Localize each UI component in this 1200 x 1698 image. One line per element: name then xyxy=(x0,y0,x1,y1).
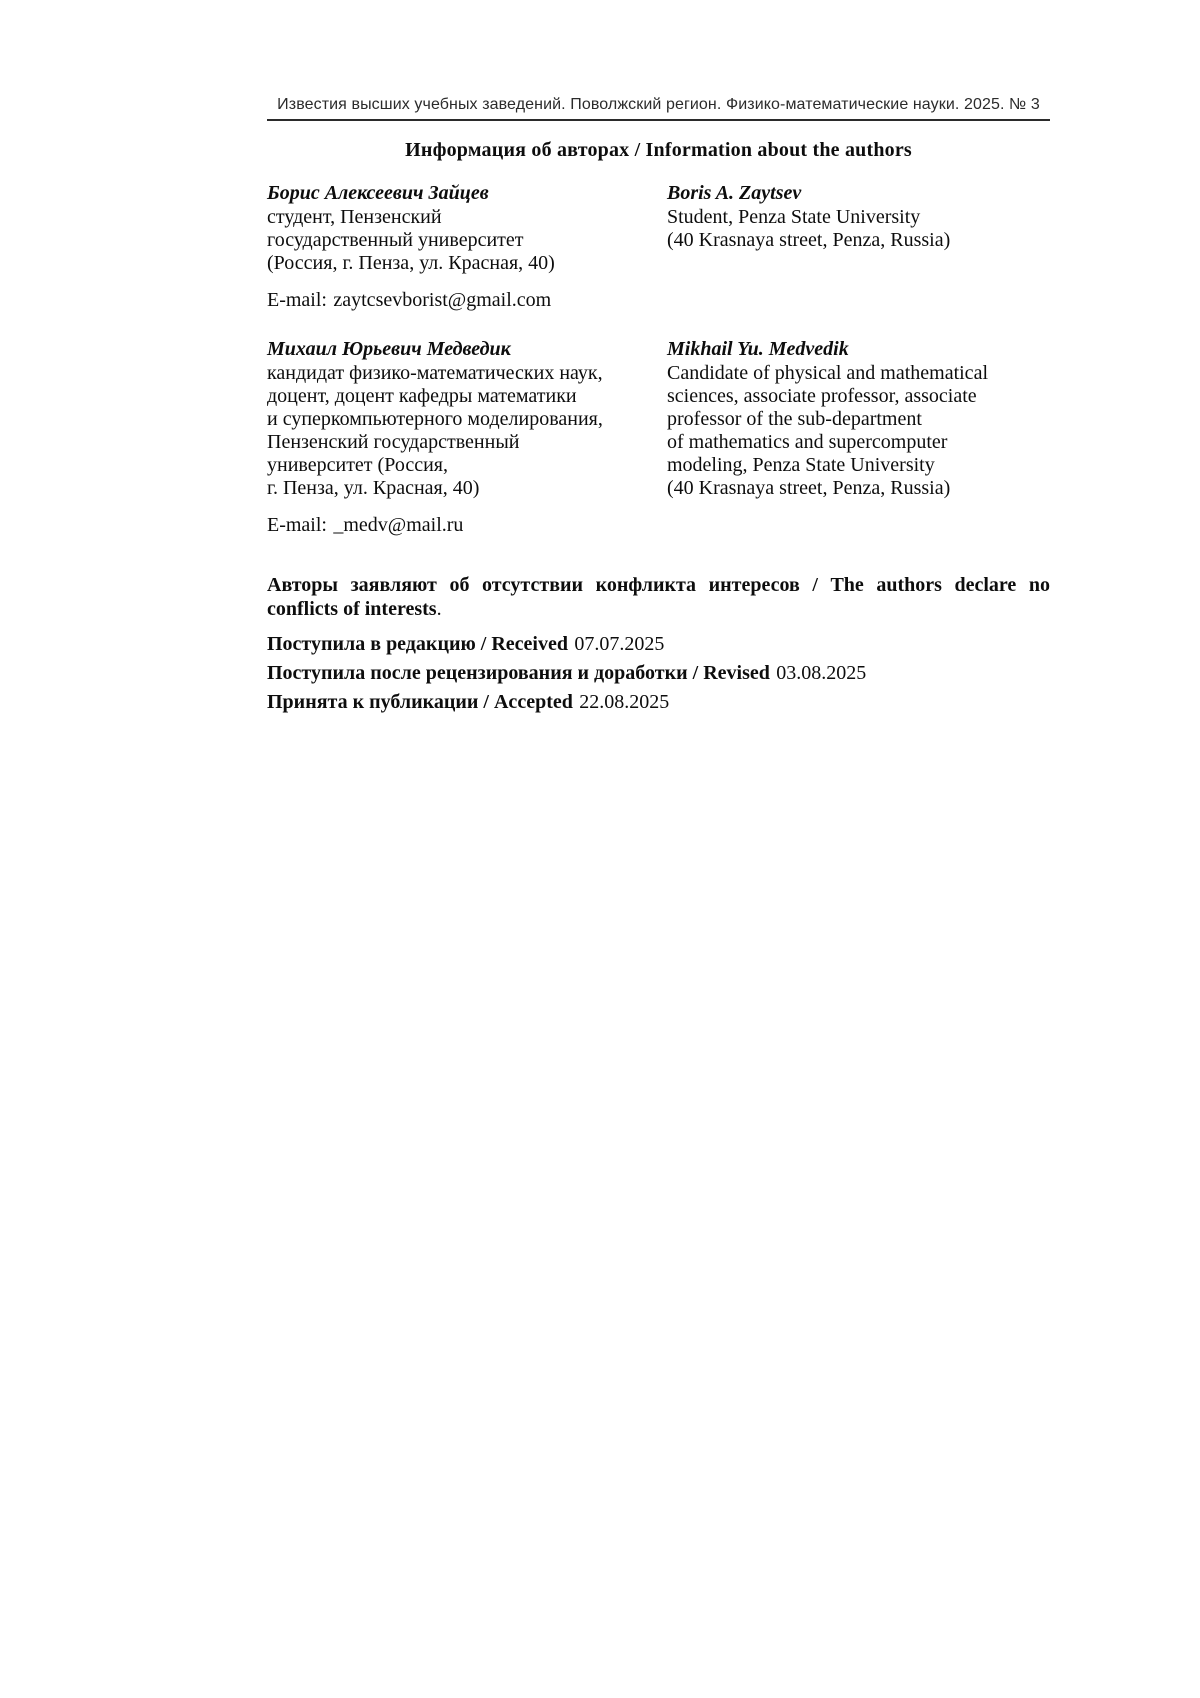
author-1-ru-line: студент, Пензенский xyxy=(267,206,442,228)
accepted-label: Принята к публикации / Accepted xyxy=(267,691,573,713)
author-2-ru-line: доцент, доцент кафедры математики xyxy=(267,385,577,407)
received-date-line xyxy=(267,633,1050,656)
author-block-1 xyxy=(267,182,1050,312)
author-2-email-address: _medv@mail.ru xyxy=(333,514,464,536)
author-2-en-line: modeling, Penza State University xyxy=(667,454,935,476)
email-label: E-mail: xyxy=(267,289,327,311)
author-1-en-line: Student, Penza State University xyxy=(667,206,921,228)
author-1-en-column xyxy=(667,182,1050,252)
author-1-ru-name: Борис Алексеевич Зайцев xyxy=(267,182,489,204)
author-2-en-line: of mathematics and supercomputer xyxy=(667,431,948,453)
conflict-statement-period: . xyxy=(436,598,442,620)
email-label: E-mail: xyxy=(267,514,327,536)
author-1-email-line xyxy=(267,289,1050,312)
author-2-ru-line: университет (Россия, xyxy=(267,454,448,476)
author-2-ru-line: и суперкомпьютерного моделирования, xyxy=(267,408,603,430)
conflict-of-interest-statement xyxy=(267,573,1050,621)
revised-date: 03.08.2025 xyxy=(776,662,867,684)
author-2-ru-line: Пензенский государственный xyxy=(267,431,520,453)
author-2-ru-column xyxy=(267,338,667,500)
revised-label: Поступила после рецензирования и доработки / Revised xyxy=(267,662,770,684)
author-1-en-line: (40 Krasnaya street, Penza, Russia) xyxy=(667,229,951,251)
revised-date-line xyxy=(267,662,1050,685)
author-2-en-line: professor of the sub-department xyxy=(667,408,922,430)
author-2-en-line: (40 Krasnaya street, Penza, Russia) xyxy=(667,477,951,499)
accepted-date: 22.08.2025 xyxy=(579,691,670,713)
author-2-en-line: Candidate of physical and mathematical xyxy=(667,362,988,384)
author-2-en-name: Mikhail Yu. Medvedik xyxy=(667,338,849,360)
author-1-en-name: Boris A. Zaytsev xyxy=(667,182,802,204)
author-1-ru-line: государственный университет xyxy=(267,229,524,251)
author-2-ru-line: г. Пенза, ул. Красная, 40) xyxy=(267,477,480,499)
author-1-email-address: zaytcsevborist@gmail.com xyxy=(333,289,552,311)
journal-running-head: Известия высших учебных заведений. Поволжский регион. Физико-математические науки. 2025. № 3 xyxy=(267,96,1050,121)
received-date: 07.07.2025 xyxy=(574,633,665,655)
author-block-2 xyxy=(267,338,1050,537)
page-content xyxy=(267,96,1050,720)
author-2-en-line: sciences, associate professor, associate xyxy=(667,385,977,407)
author-1-ru-line: (Россия, г. Пенза, ул. Красная, 40) xyxy=(267,252,555,274)
author-1-ru-column xyxy=(267,182,667,275)
author-2-ru-line: кандидат физико-математических наук, xyxy=(267,362,603,384)
author-2-email-line xyxy=(267,514,1050,537)
accepted-date-line xyxy=(267,691,1050,714)
author-2-ru-name: Михаил Юрьевич Медведик xyxy=(267,338,511,360)
author-2-en-column xyxy=(667,338,1050,500)
conflict-statement-text: Авторы заявляют об отсутствии конфликта интересов / The authors declare no conflicts of interests xyxy=(267,574,1050,620)
section-title: Информация об авторах / Information about the authors xyxy=(405,139,912,161)
received-label: Поступила в редакцию / Received xyxy=(267,633,568,655)
